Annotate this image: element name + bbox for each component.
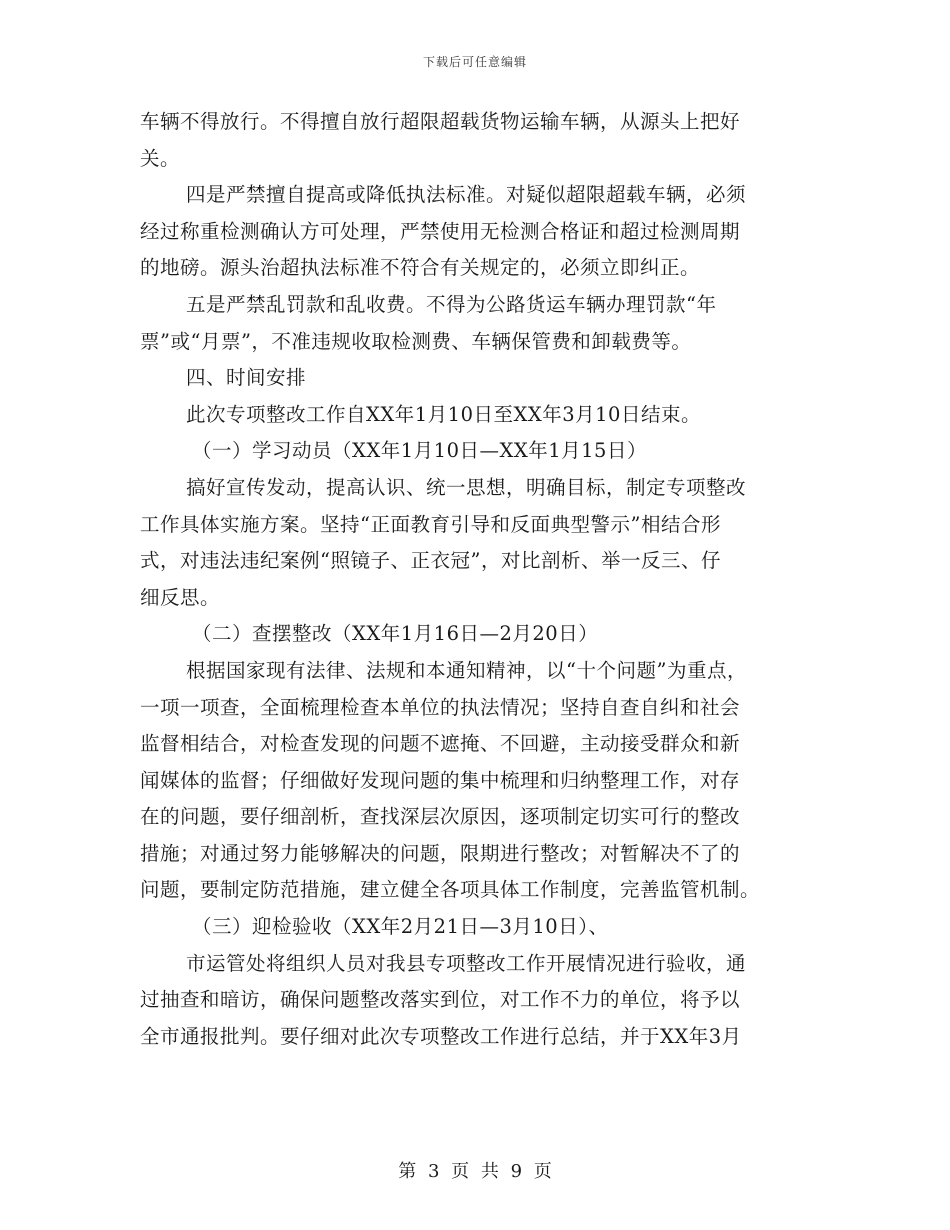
body-line: 根据国家现有法律、法规和本通知精神，以“十个问题”为重点，: [186, 658, 747, 682]
body-line: 一项一项查，全面梳理检查本单位的执法情况；坚持自查自纠和社会: [140, 695, 741, 719]
body-line: 的地磅。源头治超执法标准不符合有关规定的，必须立即纠正。: [140, 256, 701, 280]
body-line: 票”或“月票”，不准违规收取检测费、车辆保管费和卸载费等。: [140, 329, 692, 353]
body-line: 闻媒体的监督；仔细做好发现问题的集中梳理和归纳整理工作，对存: [140, 768, 741, 792]
body-line: 此次专项整改工作自XX年1月10日至XX年3月10日结束。: [186, 402, 701, 426]
body-line: 细反思。: [140, 585, 221, 609]
body-line: 过抽查和暗访，确保问题整改落实到位，对工作不力的单位，将予以: [140, 988, 741, 1012]
section-heading: 四、时间安排: [186, 366, 307, 390]
subsection-heading: （一）学习动员（XX年1月10日—XX年1月15日）: [192, 439, 647, 463]
body-line: 搞好宣传发动，提高认识、统一思想，明确目标，制定专项整改: [186, 475, 747, 499]
page-header: 下载后可任意编辑: [422, 55, 527, 69]
body-line: 监督相结合，对检查发现的问题不遮掩、不回避，主动接受群众和新: [140, 732, 741, 756]
body-line: 措施；对通过努力能够解决的问题，限期进行整改；对暂解决不了的: [140, 841, 741, 865]
page-footer: 第 3 页 共 9 页: [398, 1161, 552, 1182]
body-line: 五是严禁乱罚款和乱收费。不得为公路货运车辆办理罚款“年: [186, 292, 717, 316]
document-body: [140, 104, 815, 1055]
body-line: 式，对违法违纪案例“照镜子、正衣冠”，对比剖析、举一反三、仔: [140, 549, 721, 573]
body-line: 经过称重检测确认方可处理，严禁使用无检测合格证和超过检测周期: [140, 219, 741, 243]
body-line: 关。: [140, 146, 181, 170]
body-line: 车辆不得放行。不得擅自放行超限超载货物运输车辆，从源头上把好: [140, 110, 741, 133]
subsection-heading: （二）查摆整改（XX年1月16日—2月20日）: [192, 622, 599, 646]
body-line: 四是严禁擅自提高或降低执法标准。对疑似超限超载车辆，必须: [186, 183, 747, 207]
body-line: 工作具体实施方案。坚持“正面教育引导和反面典型警示”相结合形: [140, 512, 721, 536]
body-line: 问题，要制定防范措施，建立健全各项具体工作制度，完善监管机制。: [140, 878, 761, 902]
body-line: 在的问题，要仔细剖析，查找深层次原因，逐项制定切实可行的整改: [140, 805, 741, 829]
subsection-heading: （三）迎检验收（XX年2月21日—3月10日）、: [192, 915, 609, 939]
body-line: 全市通报批判。要仔细对此次专项整改工作进行总结，并于XX年3月: [140, 1024, 742, 1048]
body-line: 市运管处将组织人员对我县专项整改工作开展情况进行验收，通: [186, 951, 747, 975]
